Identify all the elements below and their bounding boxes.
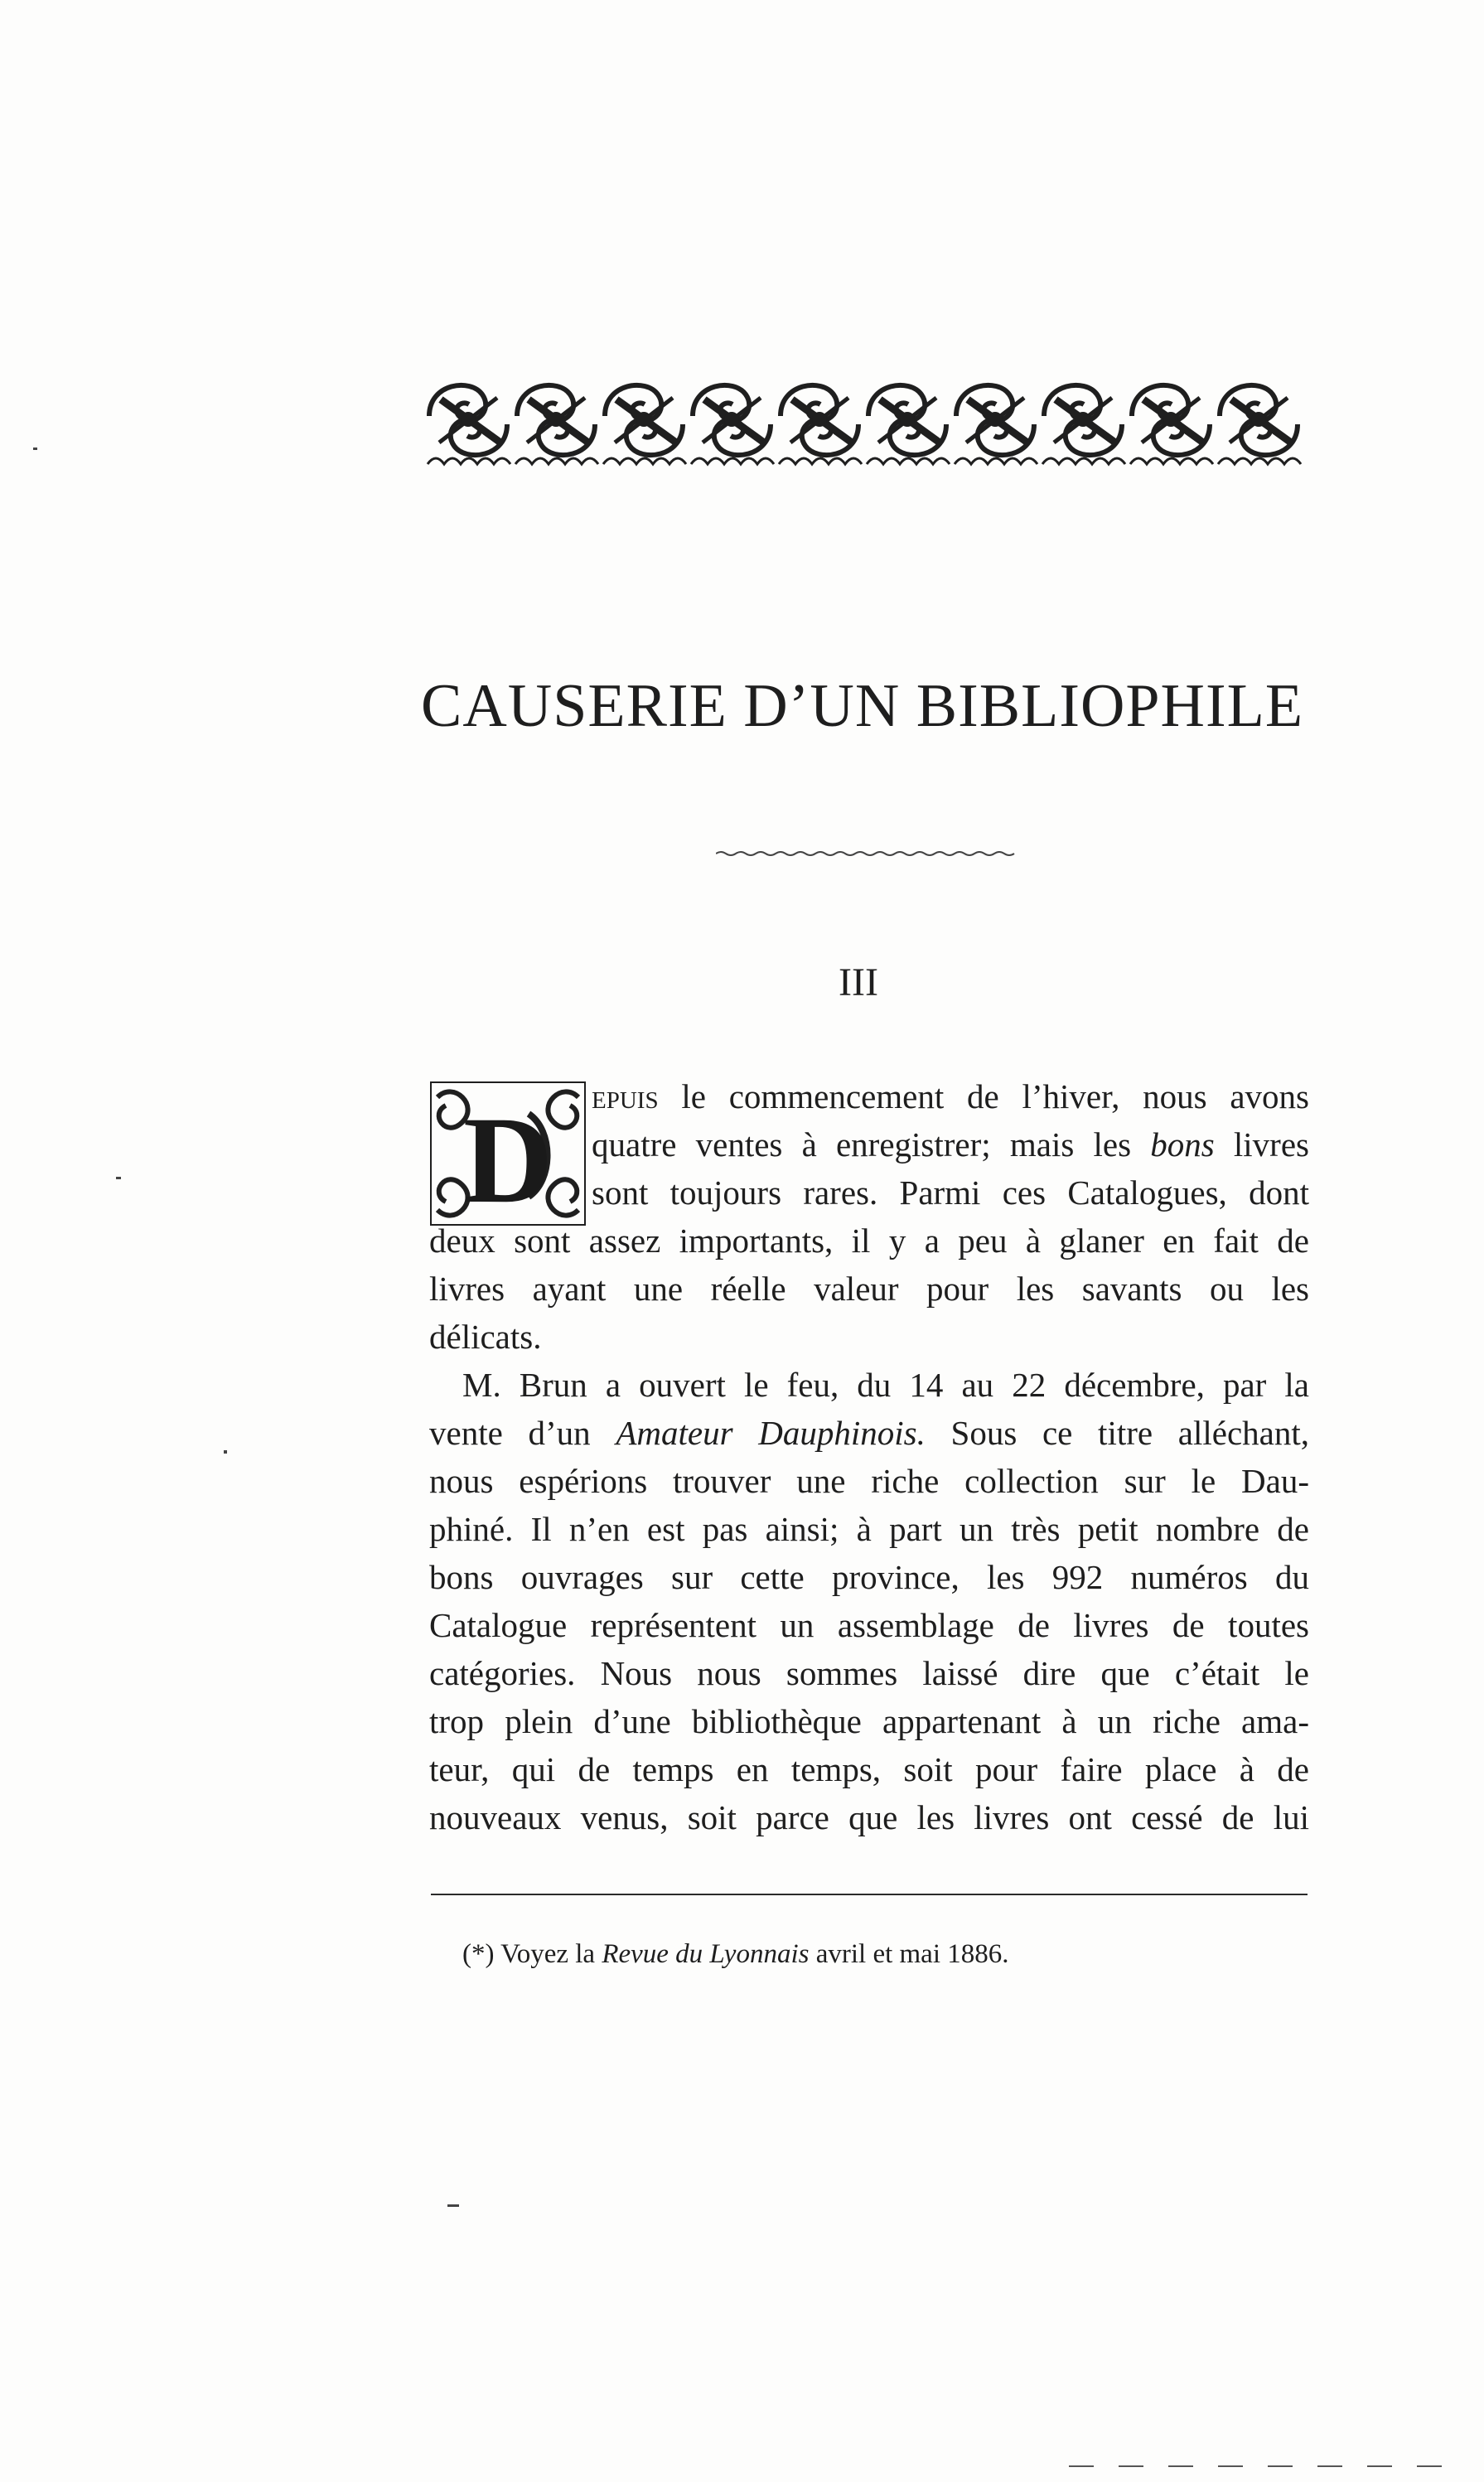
text-segment: délicats.	[429, 1318, 542, 1356]
text-segment: catégories. Nous nous sommes laissé dire que c’était le	[429, 1654, 1309, 1692]
text-segment: nouveaux venus, soit parce que les livres ont cessé de lui	[429, 1798, 1309, 1836]
text-segment: vente d’un	[429, 1414, 616, 1452]
text-segment: quatre ventes à enregistrer; mais les	[592, 1125, 1151, 1164]
footnote-italic: Revue du Lyonnais	[602, 1939, 810, 1969]
footnote	[462, 1939, 1009, 1970]
footnote-suffix: avril et mai 1886.	[809, 1939, 1009, 1969]
scan-bottom-dashes	[1069, 2465, 1450, 2467]
scan-speck	[224, 1450, 227, 1454]
footnote-prefix: (*) Voyez la	[462, 1939, 602, 1969]
text-segment: deux sont assez importants, il y a peu à glaner en fait de	[429, 1222, 1309, 1260]
scan-speck	[116, 1177, 121, 1179]
text-line	[429, 1313, 1309, 1361]
text-line	[429, 1409, 1309, 1457]
text-line	[429, 1793, 1309, 1841]
text-line	[429, 1697, 1309, 1745]
decorative-headpiece	[424, 366, 1304, 474]
scan-speck	[447, 2204, 459, 2207]
text-segment: teur, qui de temps en temps, soit pour faire place à de	[429, 1750, 1309, 1788]
text-line	[429, 1457, 1309, 1505]
text-segment: sont toujours rares. Parmi ces Catalogues, dont	[592, 1173, 1309, 1212]
text-segment: livres ayant une réelle valeur pour les savants ou les	[429, 1270, 1309, 1308]
text-segment: Amateur Dauphinois.	[616, 1414, 926, 1452]
text-line	[429, 1601, 1309, 1649]
dropcap-ornament	[429, 1081, 587, 1226]
text-segment: Sous ce titre alléchant,	[925, 1414, 1309, 1452]
text-line	[429, 1505, 1309, 1553]
scan-speck	[33, 448, 37, 450]
text-segment: Catalogue représentent un assemblage de livres de toutes	[429, 1606, 1309, 1644]
title-ornamental-rule	[716, 850, 1016, 857]
text-line	[592, 1120, 1309, 1168]
text-segment: M. Brun a ouvert le feu, du 14 au 22 décembre, par la	[462, 1366, 1309, 1404]
dropcap-letter: D	[462, 1091, 553, 1226]
body-text	[429, 1072, 1309, 1841]
text-segment: trop plein d’une bibliothèque appartenant à un riche ama-	[429, 1702, 1309, 1740]
page-title: CAUSERIE D’UN BIBLIOPHILE	[421, 672, 1304, 740]
text-line	[429, 1745, 1309, 1793]
text-segment: bons ouvrages sur cette province, les 992 numéros du	[429, 1558, 1309, 1596]
text-segment: livres	[1214, 1125, 1309, 1164]
text-line	[429, 1361, 1309, 1409]
text-segment: le commencement de l’hiver, nous avons	[658, 1077, 1309, 1115]
text-line	[592, 1168, 1309, 1217]
text-segment: phiné. Il n’en est pas ainsi; à part un très petit nombre de	[429, 1510, 1309, 1548]
text-segment: nous espérions trouver une riche collection sur le Dau-	[429, 1462, 1309, 1500]
text-line	[429, 1265, 1309, 1313]
text-line	[429, 1553, 1309, 1601]
text-segment: epuis	[592, 1077, 659, 1115]
text-line	[592, 1072, 1309, 1120]
section-number: III	[839, 960, 878, 1004]
text-line	[429, 1649, 1309, 1697]
footnote-divider	[431, 1894, 1308, 1895]
text-segment: bons	[1150, 1125, 1215, 1164]
